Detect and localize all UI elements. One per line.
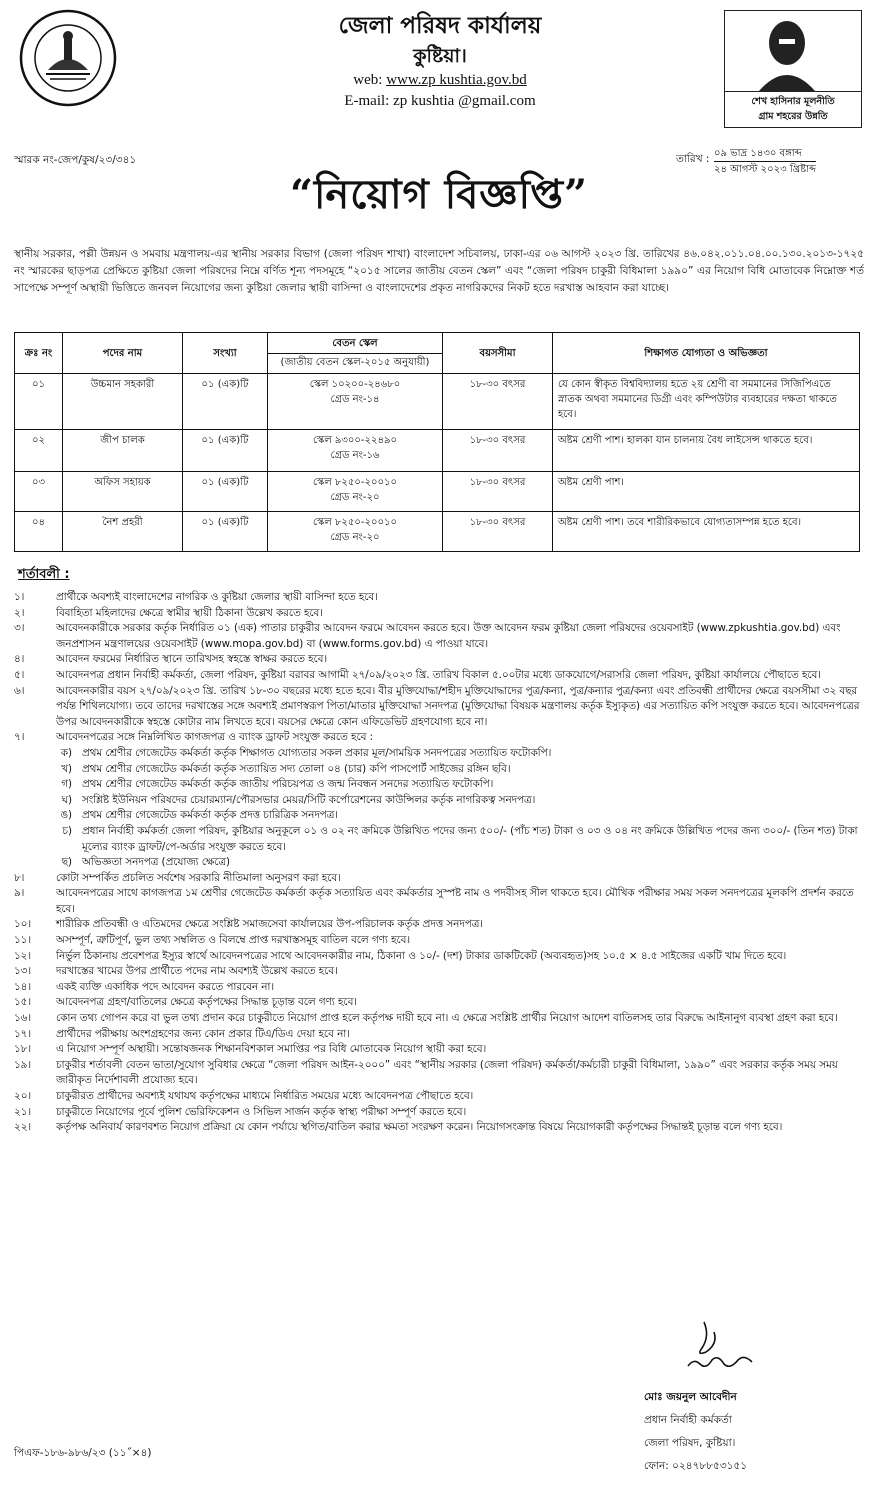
office-name: জেলা পরিষদ কার্যালয়	[338, 13, 542, 39]
term-text: আবেদনপত্রের সঙ্গে নিম্নলিখিত কাগজপত্র ও ব্যাংক ড্রাফট সংযুক্ত করতে হবে :	[56, 731, 374, 744]
term-text: প্রার্থীকে অবশ্যই বাংলাদেশের নাগরিক ও কুষ্টিয়া জেলার স্থায়ী বাসিন্দা হতে হবে।	[56, 591, 378, 603]
list-item	[14, 1042, 862, 1058]
sub-list-item	[14, 808, 862, 824]
term-number: ১৯।	[14, 1058, 32, 1071]
table-row	[15, 512, 860, 552]
cell-age: ১৮-৩০ বৎসর	[443, 472, 553, 512]
list-item	[14, 886, 862, 917]
col-scale-sub: (জাতীয় বেতন স্কেল-২০১৫ অনুযায়ী)	[268, 353, 442, 370]
sub-letter: ঘ)	[61, 793, 72, 806]
list-item	[14, 668, 862, 684]
list-item	[14, 1105, 862, 1121]
sub-letter: ঙ)	[60, 809, 72, 822]
term-text: আবেদন ফরমের নির্ধারিত স্থানে তারিখসহ স্বহস্তে স্বাক্ষর করতে হবে।	[56, 653, 328, 666]
cell-count: ০১ (এক)টি	[183, 374, 268, 430]
signatory-name: মোঃ জয়নুল আবেদীন	[644, 1391, 737, 1403]
date-label: তারিখ :	[676, 153, 710, 165]
term-number: ১৬।	[14, 1012, 32, 1025]
date-gregorian: ২৪ আগস্ট ২০২৩ খ্রিষ্টাব্দ	[714, 164, 817, 175]
term-text: আবেদনকারীর বয়স ২৭/০৯/২০২৩ খ্রি. তারিখ ১৮-৩০ বছরের মধ্যে হতে হবে। বীর মুক্তিযোদ্ধা/শহীদ মুক্তিযোদ্ধাদের পুত্র/কন্যা, পুত্র/কন্যার পুত্র/কন্যা এবং প্রতিবন্ধী প্রার্থীদের ক্ষেত্রে বয়সসীমা ৩২ বছর পর্যন্ত শিথিলযোগ্য। তবে তাদের দরখাস্তের সঙ্গে অবশ্যই প্রমাণস্বরূপ পিতা/মাতার মুক্তিযোদ্ধা সনদপত্র (মুক্তিযোদ্ধা বিষয়ক মন্ত্রণালয় কর্তৃক ইস্যুকৃত) এর সত্যায়িত কপি সংযুক্ত করতে হবে। আবেদনপত্রের উপর আবেদনকারীকে স্বহস্তে কোটার নাম লিখতে হবে। বয়সের ক্ষেত্রে কোন এফিডেভিট গ্রহণযোগ্য হবে না।	[56, 684, 860, 728]
term-text: একই ব্যক্তি একাধিক পদে আবেদন করতে পারবেন না।	[56, 980, 275, 993]
mujib-100-badge	[724, 10, 862, 128]
cell-sl: ০৩	[15, 472, 63, 512]
term-number: ১৮।	[14, 1043, 32, 1056]
terms-list	[14, 590, 862, 1136]
mujib-slogan	[725, 91, 861, 124]
list-item	[14, 1011, 862, 1027]
email-address[interactable]: zp kushtia @gmail.com	[393, 93, 536, 109]
grade-value: গ্রেড নং-১৬	[330, 450, 380, 461]
list-item	[14, 590, 862, 606]
cell-qualification: অষ্টম শ্রেণী পাশ। হালকা যান চালনায় বৈধ লাইসেন্স থাকতে হবে।	[553, 430, 860, 472]
term-text: আবেদনকারীকে সরকার কর্তৃক নির্ধারিত ০১ (এক) পাতার চাকুরীর আবেদন ফরমে আবেদন করতে হবে। উক্ত আবেদন ফরম কুষ্টিয়া জেলা পরিষদের ওয়েবসাইট (www.zpkushtia.gov.bd) এবং জনপ্রশাসন মন্ত্রণালয়ের ওয়েবসাইট (www.mopa.gov.bd) বা (www.forms.gov.bd) এ পাওয়া যাবে।	[56, 622, 841, 650]
scale-value: স্কেল ৯৩০০-২২৪৯০	[313, 435, 397, 446]
sub-text: প্রথম শ্রেণীর গেজেটেড কর্মকর্তা কর্তৃক সত্যায়িত সদ্য তোলা ০৪ (চার) কপি পাসপোর্ট সাইজের রঙ্গিন ছবি।	[82, 762, 511, 775]
intro-paragraph: স্থানীয় সরকার, পল্লী উন্নয়ন ও সমবায় মন্ত্রণালয়-এর স্থানীয় সরকার বিভাগ (জেলা পরিষদ শাখা) বাংলাদেশ সচিবালয়, ঢাকা-এর ০৬ আগস্ট ২০২৩ খ্রি. তারিখের ৪৬.০৪২.০১১.০৪.০০.১৩০.২০১৩-১৭২৫ নং স্মারকের ছাড়পত্র প্রেক্ষিতে কুষ্টিয়া জেলা পরিষদের নিম্নে বর্ণিত শূন্য পদসমূহে “২০১৫ সালের জাতীয় বেতন স্কেল” এবং “জেলা পরিষদ চাকুরী বিধিমালা ১৯৯০” এর নিয়োগ বিধি মোতাবেক নিম্নোক্ত শর্ত সাপেক্ষে সম্পূর্ণ অস্থায়ী ভিত্তিতে জনবল নিয়োগের জন্য কুষ্টিয়া জেলার স্থায়ী বাসিন্দা ও বাংলাদেশের প্রকৃত নাগরিকদের নিকট হতে দরখাস্ত আহবান করা যাচ্ছে।	[14, 248, 864, 294]
list-item	[14, 917, 862, 933]
cell-qualification: অষ্টম শ্রেণী পাশ।	[553, 472, 860, 512]
term-number: ১।	[14, 591, 25, 603]
sub-letter: খ)	[61, 762, 72, 775]
term-number: ৩।	[14, 622, 25, 635]
sub-text: প্রথম শ্রেণীর গেজেটেড কর্মকর্তা কর্তৃক প্রদত্ত চারিত্রিক সনদপত্র।	[82, 809, 338, 822]
col-qualification: শিক্ষাগত যোগ্যতা ও অভিজ্ঞতা	[553, 333, 860, 374]
zila-parishad-seal	[18, 8, 118, 108]
sub-list-item	[14, 746, 862, 762]
cell-scale	[268, 472, 443, 512]
sub-text: অভিজ্ঞতা সনদপত্র (প্রযোজ্য ক্ষেত্রে)	[82, 856, 231, 869]
term-number: ১১।	[14, 934, 32, 947]
term-text: শারীরিক প্রতিবন্ধী ও এতিমদের ক্ষেত্রে সংশ্লিষ্ট সমাজসেবা কার্যালয়ের উপ-পরিচালক কর্তৃক প্রদত্ত সনদপত্র।	[56, 918, 483, 931]
posts-table	[14, 332, 860, 552]
cell-qualification: অষ্টম শ্রেণী পাশ। তবে শারীরিকভাবে যোগ্যতাসম্পন্ন হতে হবে।	[553, 512, 860, 552]
list-item	[14, 1058, 862, 1089]
memo-number: স্মারক নং-জেপ/কুষ/২৩/৩৪১	[14, 154, 137, 166]
list-item	[14, 1120, 862, 1136]
terms-title: শর্তাবলী :	[18, 567, 70, 582]
notice-headline: “নিয়োগ বিজ্ঞপ্তি”	[289, 171, 589, 218]
term-text: অসম্পূর্ণ, ত্রুটিপূর্ণ, ভুল তথ্য সম্বলিত ও বিলম্বে প্রাপ্ত দরখাস্তসমূহ বাতিল বলে গণ্য হবে।	[56, 934, 411, 947]
term-number: ১৭।	[14, 1027, 32, 1040]
col-post: পদের নাম	[63, 333, 183, 374]
grade-value: গ্রেড নং-২০	[330, 532, 380, 543]
term-number: ২০।	[14, 1090, 32, 1102]
cell-post: অফিস সহায়ক	[63, 472, 183, 512]
cell-scale	[268, 430, 443, 472]
grade-value: গ্রেড নং-১৪	[330, 394, 380, 405]
cell-post: নৈশ প্রহরী	[63, 512, 183, 552]
term-number: ১০।	[14, 918, 32, 931]
table-row	[15, 430, 860, 472]
office-header	[250, 10, 630, 112]
list-item	[14, 621, 862, 652]
term-number: ১৫।	[14, 996, 32, 1009]
list-item	[14, 684, 862, 731]
web-label: web:	[353, 72, 383, 88]
term-text: প্রার্থীদের পরীক্ষায় অংশগ্রহণের জন্য কোন প্রকার টিএ/ডিএ দেয়া হবে না।	[56, 1027, 350, 1040]
list-item	[14, 933, 862, 949]
slogan-line-1: শেখ হাসিনার মূলনীতি	[751, 96, 835, 107]
signatory-block	[644, 1386, 864, 1478]
footer-reference: পিএফ-১৮৬-৯৮৬/২৩ (১১˝×৪)	[14, 1447, 152, 1459]
cell-sl: ০৪	[15, 512, 63, 552]
portrait-icon	[725, 11, 861, 91]
scale-value: স্কেল ৮২৫০-২০০১০	[313, 517, 397, 528]
term-number: ২১।	[14, 1105, 32, 1118]
term-number: ২২।	[14, 1121, 32, 1134]
sub-list-item	[14, 762, 862, 778]
sub-text: প্রথম শ্রেণীর গেজেটেড কর্মকর্তা কর্তৃক জাতীয় পরিচয়পত্র ও জন্ম নিবন্ধন সনদের সত্যায়িত ফটোকপি।	[82, 778, 494, 791]
sub-text: প্রথম শ্রেণীর গেজেটেড কর্মকর্তা কর্তৃক শিক্ষাগত যোগ্যতার সকল প্রকার মূল/সাময়িক সনদপত্রের সত্যায়িত ফটোকপি।	[82, 746, 552, 759]
grade-value: গ্রেড নং-২০	[330, 492, 380, 503]
term-number: ৬।	[14, 684, 25, 697]
cell-age: ১৮-৩০ বৎসর	[443, 430, 553, 472]
cell-age: ১৮-৩০ বৎসর	[443, 374, 553, 430]
email-label: E-mail:	[344, 93, 390, 109]
term-number: ১৪।	[14, 980, 32, 993]
term-text: কোন তথ্য গোপন করে বা ভুল তথ্য প্রদান করে চাকুরীতে নিয়োগ প্রাপ্ত হলে কর্তৃপক্ষ দায়ী হবে না। এ ক্ষেত্রে সংশ্লিষ্ট প্রার্থীর নিয়োগ আদেশ বাতিলসহ তার বিরুদ্ধে আইনানুগ ব্যবস্থা গ্রহণ করা হবে।	[56, 1012, 838, 1025]
cell-age: ১৮-৩০ বৎসর	[443, 512, 553, 552]
signatory-office: জেলা পরিষদ, কুষ্টিয়া।	[644, 1437, 736, 1449]
list-item	[14, 871, 862, 887]
cell-scale	[268, 512, 443, 552]
cell-qualification: যে কোন স্বীকৃত বিশ্ববিদ্যালয় হতে ২য় শ্রেণী বা সমমানের সিজিপিএতে স্নাতক অথবা সমমানের ডিগ্রী এবং কম্পিউটার ব্যবহারের দক্ষতা থাকতে হবে।	[553, 374, 860, 430]
table-row	[15, 374, 860, 430]
col-sl: ক্রঃ নং	[15, 333, 63, 374]
web-address[interactable]: www.zp kushtia.gov.bd	[386, 72, 527, 88]
term-text: বিবাহিতা মহিলাদের ক্ষেত্রে স্বামীর স্থায়ী ঠিকানা উল্লেখ করতে হবে।	[56, 606, 323, 619]
cell-count: ০১ (এক)টি	[183, 512, 268, 552]
district-name: কুষ্টিয়া।	[413, 45, 467, 67]
list-item	[14, 606, 862, 622]
col-count: সংখ্যা	[183, 333, 268, 374]
table-header-row	[15, 333, 860, 374]
col-scale-label: বেতন স্কেল	[332, 338, 378, 349]
list-item	[14, 964, 862, 980]
term-text: দরখাস্তের খামের উপর প্রার্থীতে পদের নাম অবশ্যই উল্লেখ করতে হবে।	[56, 965, 338, 978]
handwritten-signature	[684, 1318, 764, 1374]
sub-text: সংশ্লিষ্ট ইউনিয়ন পরিষদের চেয়ারম্যান/পৌরসভার মেয়র/সিটি কর্পোরেশনের কাউন্সিলর কর্তৃক নাগরিকত্ব সনদপত্র।	[82, 793, 536, 806]
term-number: ১৩।	[14, 965, 32, 978]
term-text: কোটা সম্পর্কিত প্রচলিত সর্বশেষ সরকারি নীতিমালা অনুসরণ করা হবে।	[56, 871, 341, 884]
cell-post: জীপ চালক	[63, 430, 183, 472]
term-text: আবেদনপত্রের সাথে কাগজপত্র ১ম শ্রেণীর গেজেটেড কর্মকর্তা কর্তৃক সত্যায়িত এবং কর্মকর্তার সুস্পষ্ট নাম ও পদবীসহ সীল থাকতে হবে। মৌখিক পরীক্ষার সময় সকল সনদপত্রের মূলকপি প্রদর্শন করতে হবে।	[56, 887, 854, 915]
sub-list-item	[14, 793, 862, 809]
slogan-line-2: গ্রাম শহরের উন্নতি	[758, 111, 828, 122]
col-scale	[268, 333, 443, 374]
sub-letter: গ)	[61, 778, 72, 791]
term-text: আবেদনপত্র প্রধান নির্বাহী কর্মকর্তা, জেলা পরিষদ, কুষ্টিয়া বরাবর আগামী ২৭/০৯/২০২৩ খ্রি. তারিখ বিকাল ৫.০০টার মধ্যে ডাকযোগে/সরাসরি জেলা পরিষদ, কুষ্টিয়া কার্যালয়ে পৌছাতে হবে।	[56, 668, 821, 681]
term-text: চাকুরীর শর্তাবলী বেতন ভাতা/সুযোগ সুবিধার ক্ষেত্রে “জেলা পরিষদ আইন-২০০০” এবং “স্থানীয় সরকার (জেলা পরিষদ) কর্মকর্তা/কর্মচারী চাকুরী বিধিমালা, ১৯৯০” এবং সরকার কর্তৃক সময় সময় জারীকৃত নির্দেশাবলী প্রযোজ্য হবে।	[56, 1058, 838, 1087]
term-number: ৯।	[14, 887, 25, 900]
cell-post: উচ্চমান সহকারী	[63, 374, 183, 430]
sub-letter: চ)	[62, 824, 72, 837]
cell-scale	[268, 374, 443, 430]
sub-text: প্রধান নির্বাহী কর্মকর্তা জেলা পরিষদ, কুষ্টিয়ার অনুকূলে ০১ ও ০২ নং ক্রমিকে উল্লিখিত পদের জন্য ৫০০/- (পাঁচ শত) টাকা ও ০৩ ও ০৪ নং ক্রমিকে উল্লিখিত পদের জন্য ৩০০/- (তিন শত) টাকা মূল্যের ব্যাংক ড্রাফট/পে-অর্ডার সংযুক্ত করতে হবে।	[82, 824, 858, 853]
list-item	[14, 730, 862, 746]
list-item	[14, 980, 862, 996]
signatory-designation: প্রধান নির্বাহী কর্মকর্তা	[644, 1414, 732, 1426]
cell-sl: ০২	[15, 430, 63, 472]
term-number: ৫।	[14, 668, 25, 681]
term-text: চাকুরীরত প্রার্থীদের অবশ্যই যথাযথ কর্তৃপক্ষের মাধ্যমে নির্ধারিত সময়ের মধ্যে আবেদনপত্র পৌছাতে হবে।	[56, 1090, 474, 1102]
cell-count: ০১ (এক)টি	[183, 472, 268, 512]
term-number: ১২।	[14, 949, 32, 962]
col-age: বয়সসীমা	[443, 333, 553, 374]
email-line	[250, 91, 630, 112]
term-text: নির্ভুল ঠিকানায় প্রবেশপত্র ইস্যুর স্বার্থে আবেদনপত্রের সাথে আবেদনকারীর নাম, ঠিকানা ও ১০/- (দশ) টাকার ডাকটিকেট (অব্যবহৃত)সহ ১০.৫ × ৪.৫ সাইজের একটি খাম দিতে হবে।	[56, 949, 787, 962]
date-bangla: ০৯ ভাদ্র ১৪৩০ বঙ্গাব্দ	[714, 146, 816, 162]
sub-list-item	[14, 855, 862, 871]
term-text: আবেদনপত্র গ্রহণ/বাতিলের ক্ষেত্রে কর্তৃপক্ষের সিদ্ধান্ত চূড়ান্ত বলে গণ্য হবে।	[56, 996, 357, 1009]
scale-value: স্কেল ১০২০০-২৪৬৮০	[309, 379, 401, 390]
table-row	[15, 472, 860, 512]
list-item	[14, 949, 862, 965]
cell-sl: ০১	[15, 374, 63, 430]
term-number: ২।	[14, 606, 25, 619]
sub-letter: ছ)	[61, 856, 72, 869]
term-text: এ নিয়োগ সম্পূর্ণ অস্থায়ী। সন্তোষজনক শিক্ষানবিশকাল সমাপ্তির পর বিধি মোতাবেক নিয়োগ স্থায়ী করা হবে।	[56, 1043, 487, 1056]
term-number: ৪।	[14, 653, 25, 666]
term-number: ৭।	[14, 731, 25, 744]
list-item	[14, 1089, 862, 1105]
list-item	[14, 995, 862, 1011]
list-item	[14, 652, 862, 668]
term-number: ৮।	[14, 871, 25, 884]
term-text: চাকুরীতে নিয়োগের পূর্বে পুলিশ ভেরিফিকেশন ও সিভিল সার্জন কর্তৃক স্বাস্থ্য পরীক্ষা সম্পূর্ণ করতে হবে।	[56, 1105, 467, 1118]
web-line	[250, 70, 630, 91]
sub-list-item	[14, 777, 862, 793]
signatory-phone: ফোন: ০২৪৭৮৮৫৩১৫১	[644, 1460, 748, 1472]
scale-value: স্কেল ৮২৫০-২০০১০	[313, 477, 397, 488]
sub-list-item	[14, 824, 862, 855]
list-item	[14, 1027, 862, 1043]
cell-count: ০১ (এক)টি	[183, 430, 268, 472]
term-text: কর্তৃপক্ষ অনিবার্য কারণবশত নিয়োগ প্রক্রিয়া যে কোন পর্যায়ে স্থগিত/বাতিল করার ক্ষমতা সংরক্ষণ করেন। নিয়োগসংক্রান্ত বিষয়ে নিয়োগকারী কর্তৃপক্ষের সিদ্ধান্তই চূড়ান্ত বলে গণ্য হবে।	[56, 1121, 783, 1134]
sub-letter: ক)	[60, 746, 72, 759]
